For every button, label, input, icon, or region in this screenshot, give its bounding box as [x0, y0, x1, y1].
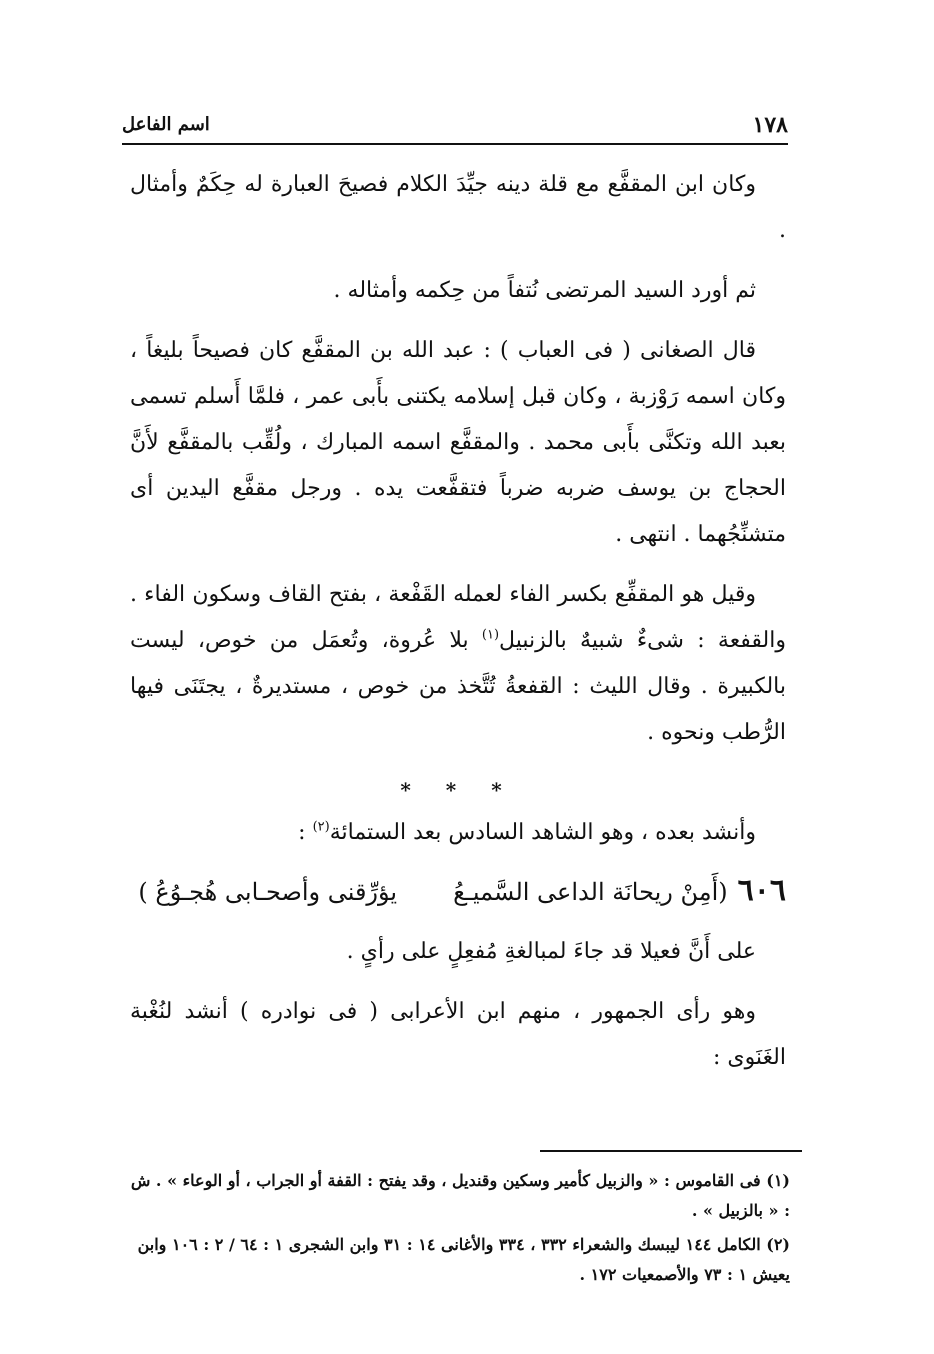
main-text [130, 162, 786, 1095]
running-head: اسم الفاعل [122, 114, 210, 135]
intro-text: : [298, 820, 313, 845]
intro-text: وأنشد بعده ، وهو الشاهد السادس بعد الستمائة [329, 820, 756, 845]
paragraph: وكان ابن المقفَّع مع قلة دينه جيِّدَ الكلام فصيحَ العبارة له حِكَمٌ وأمثال . [130, 172, 786, 243]
header-rule [122, 143, 788, 145]
paragraph: قال الصغانى ( فى العباب ) : عبد الله بن المقفَّع كان فصيحاً بليغاً ، وكان اسمه رَوْزبة ، وكان قبل إسلامه يكتنى بأَبى عمر ، فلمَّا أَسلم تسمى بعبد الله وتكنَّى بأَبى محمد . والمقفَّع اسمه المبارك ، ولُقِّب بالمقفَّع لأَنَّ الحجاج بن يوسف ضربه ضرباً فتقفَّعت يده . ورجل مقفَّع اليدين أى متشنِّجُهما . انتهى . [130, 338, 786, 547]
footnote: (٢) الكامل ١٤٤ ليبسك والشعراء ٣٣٢ ، ٣٣٤ والأغانى ١٤ : ٣١ وابن الشجرى ١ : ٦٤ / ٢ : ١٠٦ وابن يعيش ١ : ٧٣ والأصمعيات ١٧٢ . [137, 1235, 790, 1284]
footnote: (١) فى القاموس : « والزبيل كأمير وسكين وقنديل ، وقد يفتح : القفة أو الجراب ، أو الوعاء » . ش : « بالزبيل » . [130, 1171, 790, 1220]
paragraph: على أَنَّ فعيلا قد جاءَ لمبالغةِ مُفعِلٍ على رأىٍ . [346, 939, 756, 964]
paragraph-text: وقيل هو المقفِّع بكسر الفاء لعمله القَفْعة ، بفتح القاف وسكون الفاء . والقفعة : شىءٌ شبيهٌ بالزنبيل [130, 582, 787, 653]
paragraph: ثم أورد السيد المرتضى نُتفاً من حِكمه وأمثاله . [333, 278, 756, 303]
footnote-rule [540, 1150, 802, 1152]
first-hemistich: (أَمِنْ ريحانَة الداعى السَّميـعُ [453, 878, 728, 906]
paragraph-with-note [130, 572, 786, 756]
page-number: ١٧٨ [752, 112, 788, 138]
paragraph: وهو رأى الجمهور ، منهم ابن الأعرابى ( فى نوادره ) أنشد لنُغْبة الغَنَوى : [130, 999, 786, 1070]
footnote-reference: (١) [481, 627, 500, 643]
footnotes [130, 1166, 790, 1294]
poetry-verse [130, 866, 786, 917]
section-separator: * * * [400, 778, 516, 802]
page-header [122, 112, 788, 142]
second-hemistich: يؤرِّقنى وأصحـابى هُجـوُعُ ) [138, 878, 398, 906]
paragraph-text: بلا عُروة، وتُعمَل من خوص، ليست بالكبيرة . وقال الليث : القفعةُ تُتَّخذ من خوص ، مستديرةٌ ، يجتَنَى فيها الرُّطب ونحوه . [130, 628, 786, 745]
footnote-reference: (٢) [312, 819, 330, 835]
verse-number: ٦٠٦ [737, 873, 786, 908]
verse-introduction [130, 810, 786, 856]
